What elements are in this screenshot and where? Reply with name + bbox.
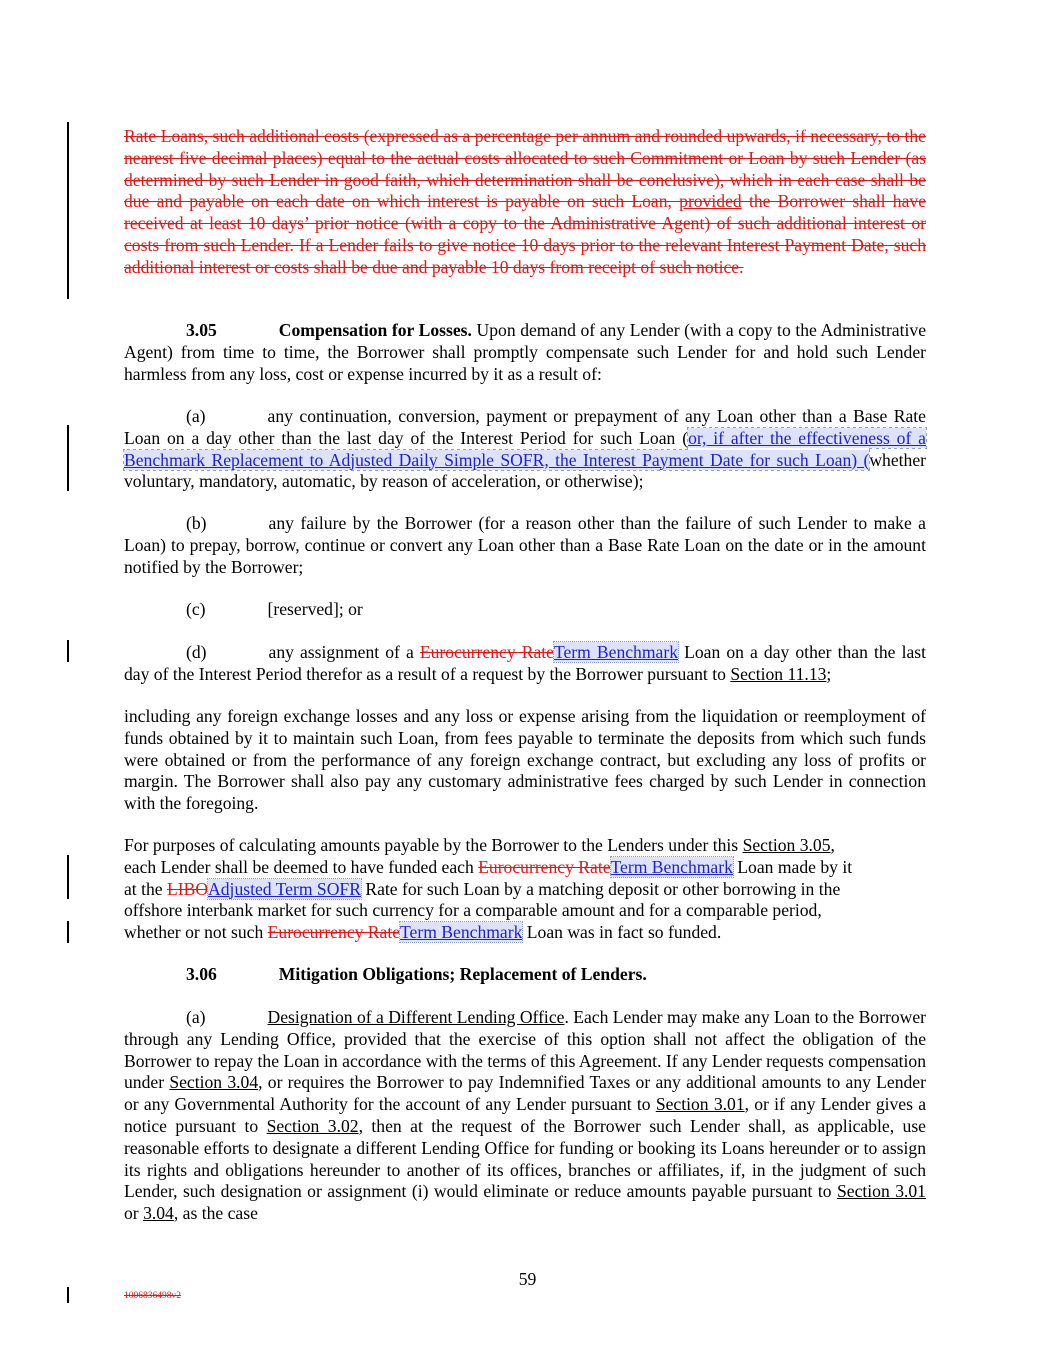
deleted-paragraph: Rate Loans, such additional costs (expressed as a percentage per annum and rounded upwards, if necessary, to the nearest five decimal places) equal to the actual costs allocated to such Commitment or Loan by such Lender (as determined by such Lender in good faith, which determination shall be conclusive), which in each case shall be due and payable on each date on which interest is payable on such Loan, provided the Borrower shall have received at least 10 days’ prior notice (with a copy to the Administrative Agent) of such additional interest or costs from such Lender. If a Lender fails to give notice 10 days prior to the relevant Interest Payment Date, such additional interest or costs shall be due and payable 10 days from receipt of such notice.: [124, 126, 927, 277]
section-reference: Section 3.01: [655, 1094, 745, 1115]
change-bar: [67, 921, 69, 943]
section-reference: Section 3.04: [169, 1072, 259, 1093]
section-title: Compensation for Losses.: [278, 320, 472, 340]
change-bar: [67, 640, 69, 662]
section-title: Mitigation Obligations; Replacement of Lenders.: [278, 964, 647, 984]
clause-heading: Designation of a Different Lending Office: [267, 1007, 565, 1027]
section-number: 3.06: [186, 964, 217, 984]
deletion: LIBO: [167, 878, 209, 899]
clause-c: (c) [reserved]; or: [186, 599, 363, 619]
section-reference: Section 3.01: [836, 1181, 926, 1202]
section-number: 3.05: [186, 320, 217, 340]
deletion: Eurocurrency Rate: [419, 642, 554, 662]
section-306-heading: [124, 964, 926, 986]
including-paragraph: including any foreign exchange losses and any loss or expense arising from the liquidation or reemployment of funds obtained by it to maintain such Loan, from fees payable to terminate the deposits from which such funds were obtained or from the performance of any foreign exchange contract, but excluding any loss of profits or margin. The Borrower shall also pay any customary administrative fees charged by such Lender in connection with the foregoing.: [124, 706, 926, 814]
section-305-intro: 3.05 Compensation for Losses. Upon demand of any Lender (with a copy to the Administrative Agent) from time to time, the Borrower shall promptly compensate such Lender for and hold such Lender harmless from any loss, cost or expense incurred by it as a result of:: [124, 320, 926, 384]
change-bar: [67, 425, 69, 491]
section-reference: Section 3.02: [266, 1115, 359, 1136]
clause-b: (b) any failure by the Borrower (for a reason other than the failure of such Lender to make a Loan) to prepay, borrow, continue or convert any Loan other than a Base Rate Loan on the date or in the amount notified by the Borrower;: [124, 513, 926, 577]
deletion: Eurocurrency Rate: [478, 856, 611, 877]
section-reference: Section 3.05: [742, 835, 831, 855]
page-number: 59: [518, 1269, 537, 1289]
insertion: or, if after the effectiveness of a Benchmark Replacement to Adjusted Daily Simple SOFR, the Interest Payment Date for such Loan) (: [124, 427, 926, 470]
section-reference: Section 11.13: [730, 663, 827, 684]
section-306-clause-a: (a) Designation of a Different Lending Office. Each Lender may make any Loan to the Borrower through any Lending Office, provided that the exercise of this option shall not affect the obligation of the Borrower to repay the Loan in accordance with the terms of this Agreement. If any Lender requests compensation under Section 3.04, or requires the Borrower to pay Indemnified Taxes or any additional amounts to any Lender or any Governmental Authority for the account of any Lender pursuant to Section 3.01, or if any Lender gives a notice pursuant to Section 3.02, then at the request of the Borrower such Lender shall, as applicable, use reasonable efforts to designate a different Lending Office for funding or booking its Loans hereunder or to assign its rights and obligations hereunder to another of its offices, branches or affiliates, if, in the judgment of such Lender, such designation or assignment (i) would eliminate or reduce amounts payable pursuant to Section 3.01 or 3.04, as the case: [124, 1007, 926, 1224]
insertion: Adjusted Term SOFR: [208, 878, 361, 899]
document-id: 1006836498v2: [124, 1291, 181, 1301]
deletion: Eurocurrency Rate: [267, 922, 401, 943]
change-bar: [67, 855, 69, 899]
section-reference: 3.04: [143, 1203, 174, 1224]
clause-d: (d) any assignment of a Eurocurrency RateTerm Benchmark Loan on a day other than the last day of the Interest Period therefor as a result of a request by the Borrower pursuant to Section 11.13;: [124, 642, 927, 684]
insertion: Term Benchmark: [400, 922, 523, 943]
clause-a: (a) any continuation, conversion, payment or prepayment of any Loan other than a Base Rate Loan on a day other than the last day of the Interest Period for such Loan (or, if after the effectiveness of a Benchmark Replacement to Adjusted Daily Simple SOFR, the Interest Payment Date for such Loan) (whether voluntary, mandatory, automatic, by reason of acceleration, or otherwise);: [124, 406, 926, 492]
purposes-paragraph: For purposes of calculating amounts payable by the Borrower to the Lenders under this Section 3.05, each Lender shall be deemed to have funded each Eurocurrency RateTerm Benchmark Loan made by it at the LIBOAdjusted Term SOFR Rate for such Loan by a matching deposit or other borrowing in the offshore interbank market for such currency for a comparable amount and for a comparable period, whether or not such Eurocurrency RateTerm Benchmark Loan was in fact so funded.: [124, 835, 853, 943]
insertion: Term Benchmark: [610, 856, 733, 877]
provided-term: provided: [679, 191, 742, 212]
change-bar: [67, 122, 69, 299]
insertion: Term Benchmark: [553, 642, 679, 662]
